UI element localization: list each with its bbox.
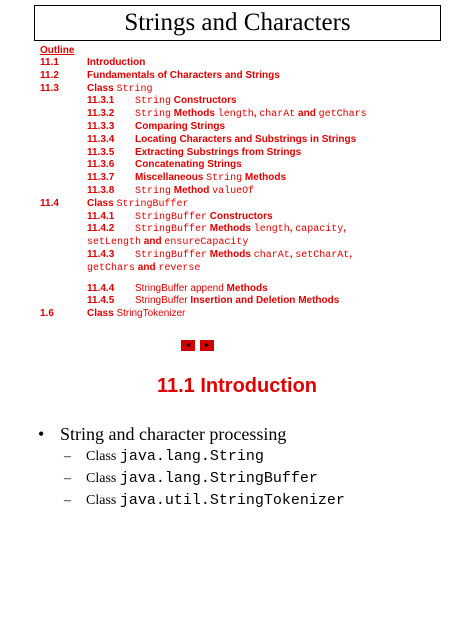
outline-text-part: Class [87,82,117,94]
outline-text-part: and [141,236,165,248]
outline-item-number: 11.4.4 [87,282,115,294]
outline-item-text [87,70,280,83]
previous-slide-button[interactable]: ◄ [181,340,195,351]
outline-item-text [135,295,339,308]
sub-bullet-prefix: Class [86,471,120,486]
outline-item-text [87,57,145,70]
outline-code-text: String [206,173,243,185]
outline-code-text: String [135,96,172,108]
outline-text-part: Constructors [207,210,273,222]
outline-code-text: charAt [259,109,296,121]
outline-item-text [135,159,242,172]
sub-bullet-item [38,490,345,512]
outline-item-number: 11.1 [40,57,59,68]
outline-code-text: StringBuffer [116,198,189,210]
outline-code-text: setLength [87,237,142,249]
outline-item[interactable] [40,95,460,108]
outline-item[interactable] [40,121,460,134]
outline-text-part: Miscellaneous [135,172,207,184]
sub-bullet-list [38,446,345,512]
outline-item[interactable] [40,185,460,198]
outline-code-text: capacity [295,224,344,236]
outline-item-number: 11.3.1 [87,95,115,107]
outline-item-number: 1.6 [40,308,54,320]
outline-item-number: 11.4.1 [87,210,115,222]
outline-text-part: StringTokenizer [116,308,186,320]
outline-item[interactable] [40,262,460,275]
sub-bullet-item [38,446,345,468]
sub-bullet-code: java.lang.StringBuffer [119,470,318,487]
outline-item-text [135,223,346,237]
outline-item-number: 11.4.2 [87,223,115,235]
outline-item-text [135,172,286,186]
outline-code-text: setCharAt [295,249,350,261]
outline-text-part: Method [171,184,213,196]
outline-item-number: 11.3.3 [87,120,115,132]
outline-item-text [135,211,273,225]
outline-item-number: 11.3.7 [87,172,115,184]
outline-item-text [135,134,356,147]
outline-code-text: ensureCapacity [164,237,249,249]
outline-item-text [135,283,268,296]
slide-navigation [181,340,214,351]
outline-item[interactable] [40,283,460,296]
outline-text-part: , [343,223,347,235]
bullet-dot-icon: • [38,424,45,444]
outline-text-part: Constructors [171,95,237,107]
outline-item[interactable] [40,249,460,262]
outline-text-part: StringBuffer append [135,282,224,294]
outline-item[interactable] [40,57,460,70]
outline-code-text: String [116,83,153,95]
outline-item[interactable] [40,211,460,224]
outline-item-text [87,236,248,250]
outline-code-text: reverse [158,262,201,274]
outline-item-text [135,249,352,263]
outline-text-part: Insertion and Deletion Methods [187,295,340,307]
bullet-text: String and character processing [60,424,287,444]
outline-code-text: StringBuffer [135,249,208,261]
outline-item-text [135,185,254,199]
outline-item[interactable] [40,236,460,249]
outline-item[interactable] [40,83,460,96]
outline-code-text: length [253,224,290,236]
outline-item-text [135,121,225,134]
outline-item[interactable] [40,295,460,308]
outline-text-part: and [295,108,319,120]
outline-item-text [87,262,200,276]
outline-spacer [40,275,460,283]
outline-text-part: Methods [207,223,254,235]
section-title: 11.1 Introduction [156,375,318,397]
dash-icon: – [64,493,71,508]
dash-icon: – [64,449,71,464]
outline-item[interactable] [40,159,460,172]
outline-text-part: Introduction [87,57,146,68]
bullet-item [38,422,345,446]
outline-item-number: 11.2 [40,69,59,81]
outline-item-number: 11.4 [40,197,59,209]
outline-item-number: 11.3.6 [87,159,115,171]
sub-bullet-code: java.util.StringTokenizer [119,492,345,509]
outline-text-part: StringBuffer [135,295,188,307]
sub-bullet-code: java.lang.String [119,448,264,465]
outline-item-number: 11.3.5 [87,146,115,158]
outline-list [40,57,460,321]
sub-bullet-item [38,468,345,490]
outline-text-part: , [349,248,353,260]
outline-item-text [87,308,185,321]
outline-item-text [135,147,301,160]
outline-text-part: Concatenating Strings [135,159,242,171]
slide-title: Strings and Characters [34,5,441,41]
outline-text-part: , [253,108,260,120]
outline-code-text: StringBuffer [135,224,208,236]
bullet-list [38,422,345,512]
outline-code-text: length [217,109,254,121]
outline-item-text [87,83,152,97]
outline-item[interactable] [40,172,460,185]
outline-code-text: getChars [318,109,367,121]
outline-item[interactable] [40,70,460,83]
outline-item-text [135,95,237,109]
outline-item[interactable] [40,108,460,121]
sub-bullet-prefix: Class [86,449,120,464]
outline-item[interactable] [40,308,460,321]
outline-item-number: 11.3.4 [87,133,115,145]
outline-text-part: Methods [242,172,287,184]
outline-text-part: Locating Characters and Substrings in Strings [135,133,357,145]
dash-icon: – [64,471,71,486]
outline-code-text: StringBuffer [135,211,208,223]
outline-item-number: 11.4.5 [87,295,115,307]
outline-text-part: Class [87,197,117,209]
outline-code-text: getChars [87,262,136,274]
outline-text-part: Comparing Strings [135,120,226,132]
outline-text-part: Extracting Substrings from Strings [135,146,302,158]
outline-item-text [87,198,188,212]
outline [40,44,460,321]
outline-text-part: Class [87,308,117,320]
outline-text-part: Methods [207,248,254,260]
outline-text-part: and [135,261,159,273]
outline-item[interactable] [40,198,460,211]
outline-text-part: , [289,248,296,260]
outline-code-text: valueOf [212,185,255,197]
outline-item[interactable] [40,147,460,160]
outline-text-part: Methods [223,282,268,294]
outline-code-text: String [135,185,172,197]
outline-item[interactable] [40,134,460,147]
outline-text-part: , [289,223,296,235]
outline-item-number: 11.4.3 [87,248,115,260]
outline-code-text: charAt [253,249,290,261]
outline-item-number: 11.3.2 [87,108,115,120]
outline-code-text: String [135,109,172,121]
outline-item-number: 11.3 [40,82,59,94]
outline-text-part: Methods [171,108,218,120]
sub-bullet-prefix: Class [86,493,120,508]
next-slide-button[interactable]: ► [200,340,214,351]
outline-item-text [135,108,367,122]
outline-heading: Outline [40,45,75,56]
outline-item[interactable] [40,223,460,236]
outline-text-part: Fundamentals of Characters and Strings [87,69,280,81]
outline-item-number: 11.3.8 [87,184,115,196]
